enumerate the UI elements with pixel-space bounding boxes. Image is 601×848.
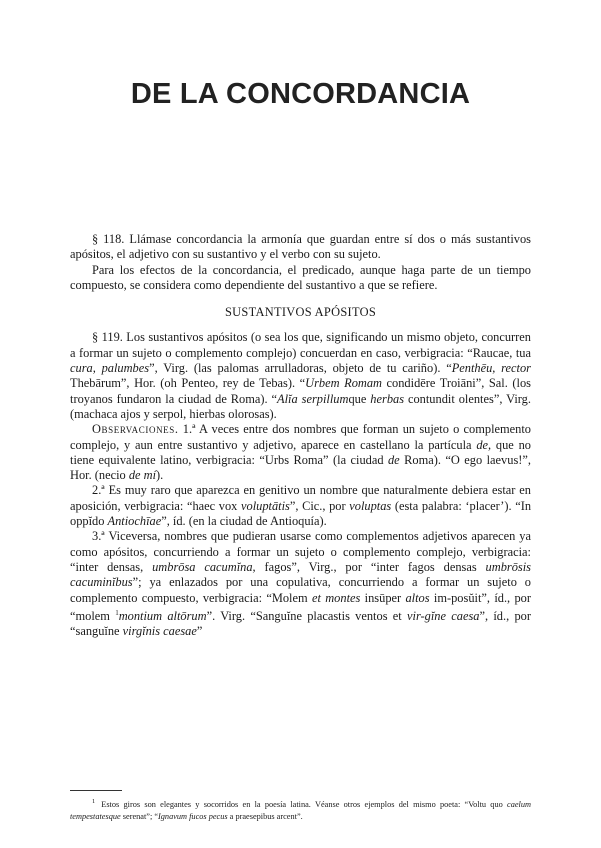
observation-1: Observaciones. 1.ª A veces entre dos nombres que forman un sujeto o complemento complejo, y aun entre sustantivo y adjetivo, aparece en castellano la partícula de, que no tiene equivalente latino, verbigracia: “Urbs Roma” (la ciudad de Roma). “O ego laevus!”, Hor. (necio de mí).: [70, 422, 531, 483]
footnote: $^1$ Estos giros son elegantes y socorridos en la poesía latina. Véanse otros ejemplos del mismo poeta: “Voltu quo caelum tempestatesque serenat”; “Ignavum fucos pecus a praesepibus arcent”.: [70, 798, 531, 821]
observation-3: 3.ª Viceversa, nombres que pudieran usarse como complementos adjetivos aparecen ya como apósitos, concurriendo a formar un sujeto o complemento complejo, verbigracia: “inter densas, umbrōsa cacumĭna, fagos”, Virg., por “inter fagos densas umbrōsis cacuminĭbus”; ya enlazados por una copulativa, concurriendo a formar un sujeto o complemento compuesto, verbigracia: “Molem et montes insūper altos im-posŭit”, íd., por “molem $^1$montium altōrum”. Virg. “Sanguĭne placastis ventos et vir-gĭne caesa”, íd., por “sanguĭne virgĭnis caesae”: [70, 529, 531, 639]
footnote-reference: 1: [115, 608, 119, 617]
paragraph-118-1: § 118. Llámase concordancia la armonía que guardan entre sí dos o más sustantivos apósitos, el adjetivo con su sustantivo y el verbo con su sujeto.: [70, 232, 531, 262]
paragraph-119: § 119. Los sustantivos apósitos (o sea los que, significando un mismo objeto, concurren a formar un sujeto o complemento complejo) concuerdan en caso, verbigracia: “Raucae, tua cura, palumbes”, Virg. (las palomas arrulladoras, objeto de tu cariño). “Penthēu, rector Thebārum”, Hor. (oh Penteo, rey de Tebas). “Urbem Romam condidēre Troiāni”, Sal. (los troyanos fundaron la ciudad de Roma). “Alĭa serpillumque herbas contundit olentes”, Virg. (machaca ajos y serpol, hierbas olorosas).: [70, 330, 531, 421]
paragraph-118-2: Para los efectos de la concordancia, el predicado, aunque haga parte de un tiempo compuesto, se considera como dependiente del sustantivo a que se refiere.: [70, 262, 531, 292]
footnote-divider: [70, 790, 122, 791]
page-title: DE LA CONCORDANCIA: [130, 78, 471, 110]
section-heading: SUSTANTIVOS APÓSITOS: [224, 305, 377, 320]
body-text: [70, 232, 531, 640]
footnote-mark: 1: [92, 798, 96, 805]
observation-2: 2.ª Es muy raro que aparezca en genitivo un nombre que naturalmente debiera estar en aposición, verbigracia: “haec vox voluptātis”, Cic., por voluptas (esta palabra: ‘placer’). “In oppĭdo Antiochīae”, íd. (en la ciudad de Antioquía).: [70, 483, 532, 529]
